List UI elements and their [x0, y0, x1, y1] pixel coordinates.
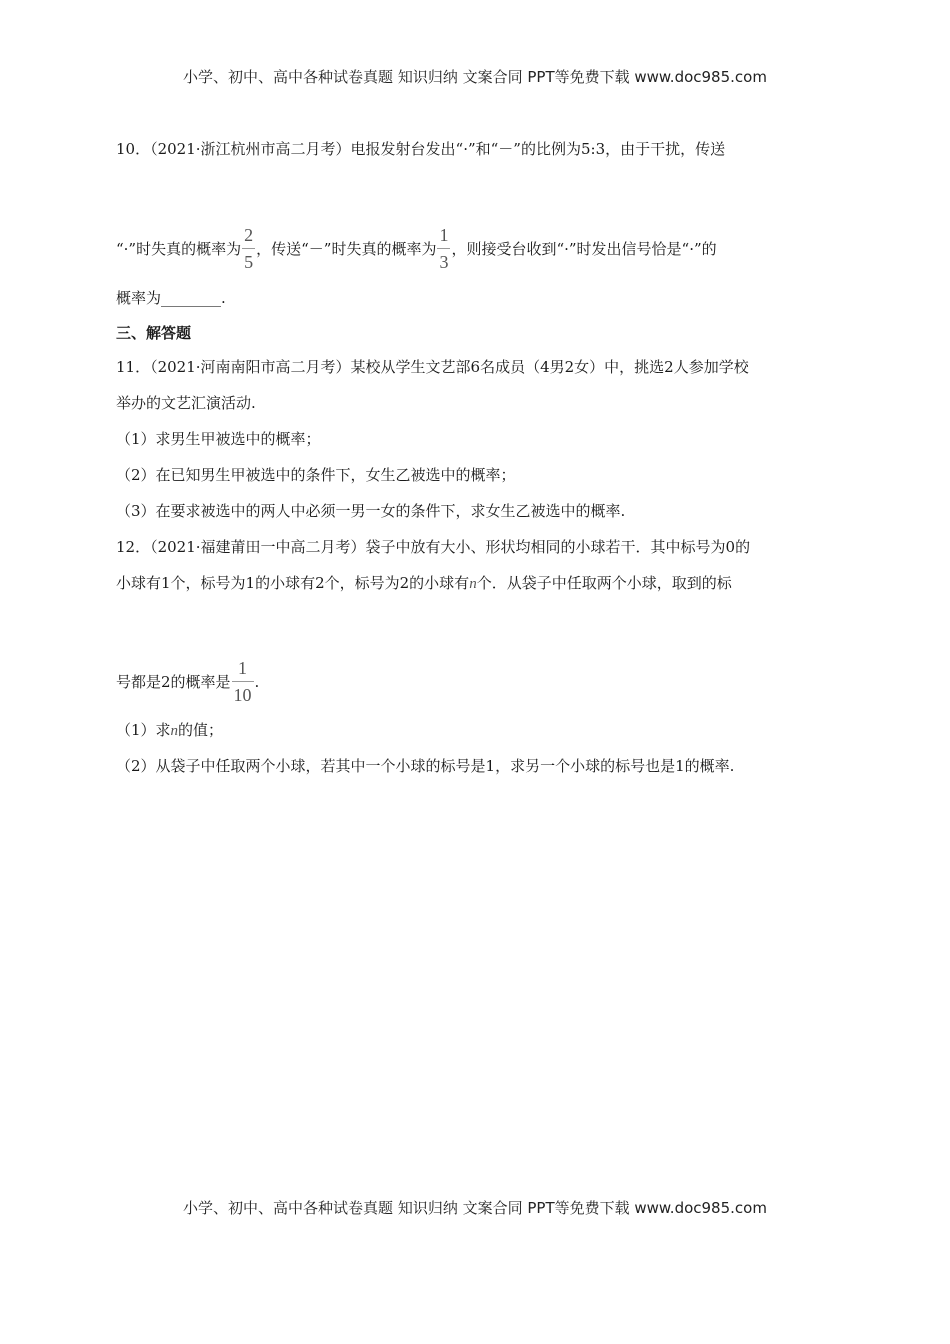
q12-line2-a: 小球有1个，标号为1的小球有2个，标号为2的小球有 — [116, 574, 470, 592]
fraction-two-fifths — [242, 226, 255, 271]
q11-sub1: （1）求男生甲被选中的概率； — [116, 430, 321, 448]
q10-line2-a: “·”时失真的概率为 — [116, 240, 242, 258]
q12-sub1-b: 的值； — [178, 721, 224, 739]
q12-line3-b: . — [254, 673, 260, 691]
q10-line2 — [116, 226, 836, 271]
q11-line1: 11．（2021·河南南阳市高二月考）某校从学生文艺部6名成员（4男2女）中，挑选2人参加学校 — [116, 358, 749, 376]
fraction-denominator: 10 — [233, 685, 252, 705]
fraction-numerator: 2 — [242, 226, 255, 249]
fraction-numerator: 1 — [232, 659, 254, 682]
q12-sub1 — [116, 719, 836, 742]
section-heading: 三、解答题 — [116, 324, 192, 342]
fraction-denominator: 5 — [244, 252, 254, 272]
q10-line1: 10．（2021·浙江杭州市高二月考）电报发射台发出“·”和“－”的比例为5:3，由于干扰，传送 — [116, 140, 726, 158]
q11-sub2: （2）在已知男生甲被选中的条件下，女生乙被选中的概率； — [116, 466, 516, 484]
q12-sub2: （2）从袋子中任取两个小球，若其中一个小球的标号是1，求另一个小球的标号也是1的概率. — [116, 757, 735, 775]
q11-sub3: （3）在要求被选中的两人中必须一男一女的条件下，求女生乙被选中的概率. — [116, 502, 626, 520]
fraction-one-tenth — [232, 659, 254, 704]
page-header: 小学、初中、高中各种试卷真题 知识归纳 文案合同 PPT等免费下载 www.doc985.com — [183, 68, 767, 86]
q12-sub1-a: （1）求 — [116, 721, 171, 739]
page-footer: 小学、初中、高中各种试卷真题 知识归纳 文案合同 PPT等免费下载 www.doc985.com — [183, 1199, 767, 1217]
q12-line3-a: 号都是2的概率是 — [116, 673, 231, 691]
q12-line3 — [116, 659, 836, 704]
q10-line2-b: ，传送“－”时失真的概率为 — [256, 240, 437, 258]
q10-line2-c: ，则接受台收到“·”时发出信号恰是“·”的 — [451, 240, 717, 258]
q11-line2: 举办的文艺汇演活动. — [116, 394, 256, 412]
variable-n: n — [469, 576, 477, 592]
q12-line2-b: 个．从袋子中任取两个小球，取到的标 — [476, 574, 732, 592]
fraction-one-third — [437, 226, 450, 271]
variable-n: n — [170, 723, 179, 739]
fraction-denominator: 3 — [439, 252, 449, 272]
q12-line1: 12．（2021·福建莆田一中高二月考）袋子中放有大小、形状均相同的小球若干．其中标号为0的 — [116, 538, 751, 556]
fraction-numerator: 1 — [437, 226, 450, 249]
q12-line2 — [116, 572, 836, 595]
q10-line3: 概率为________. — [116, 289, 226, 307]
